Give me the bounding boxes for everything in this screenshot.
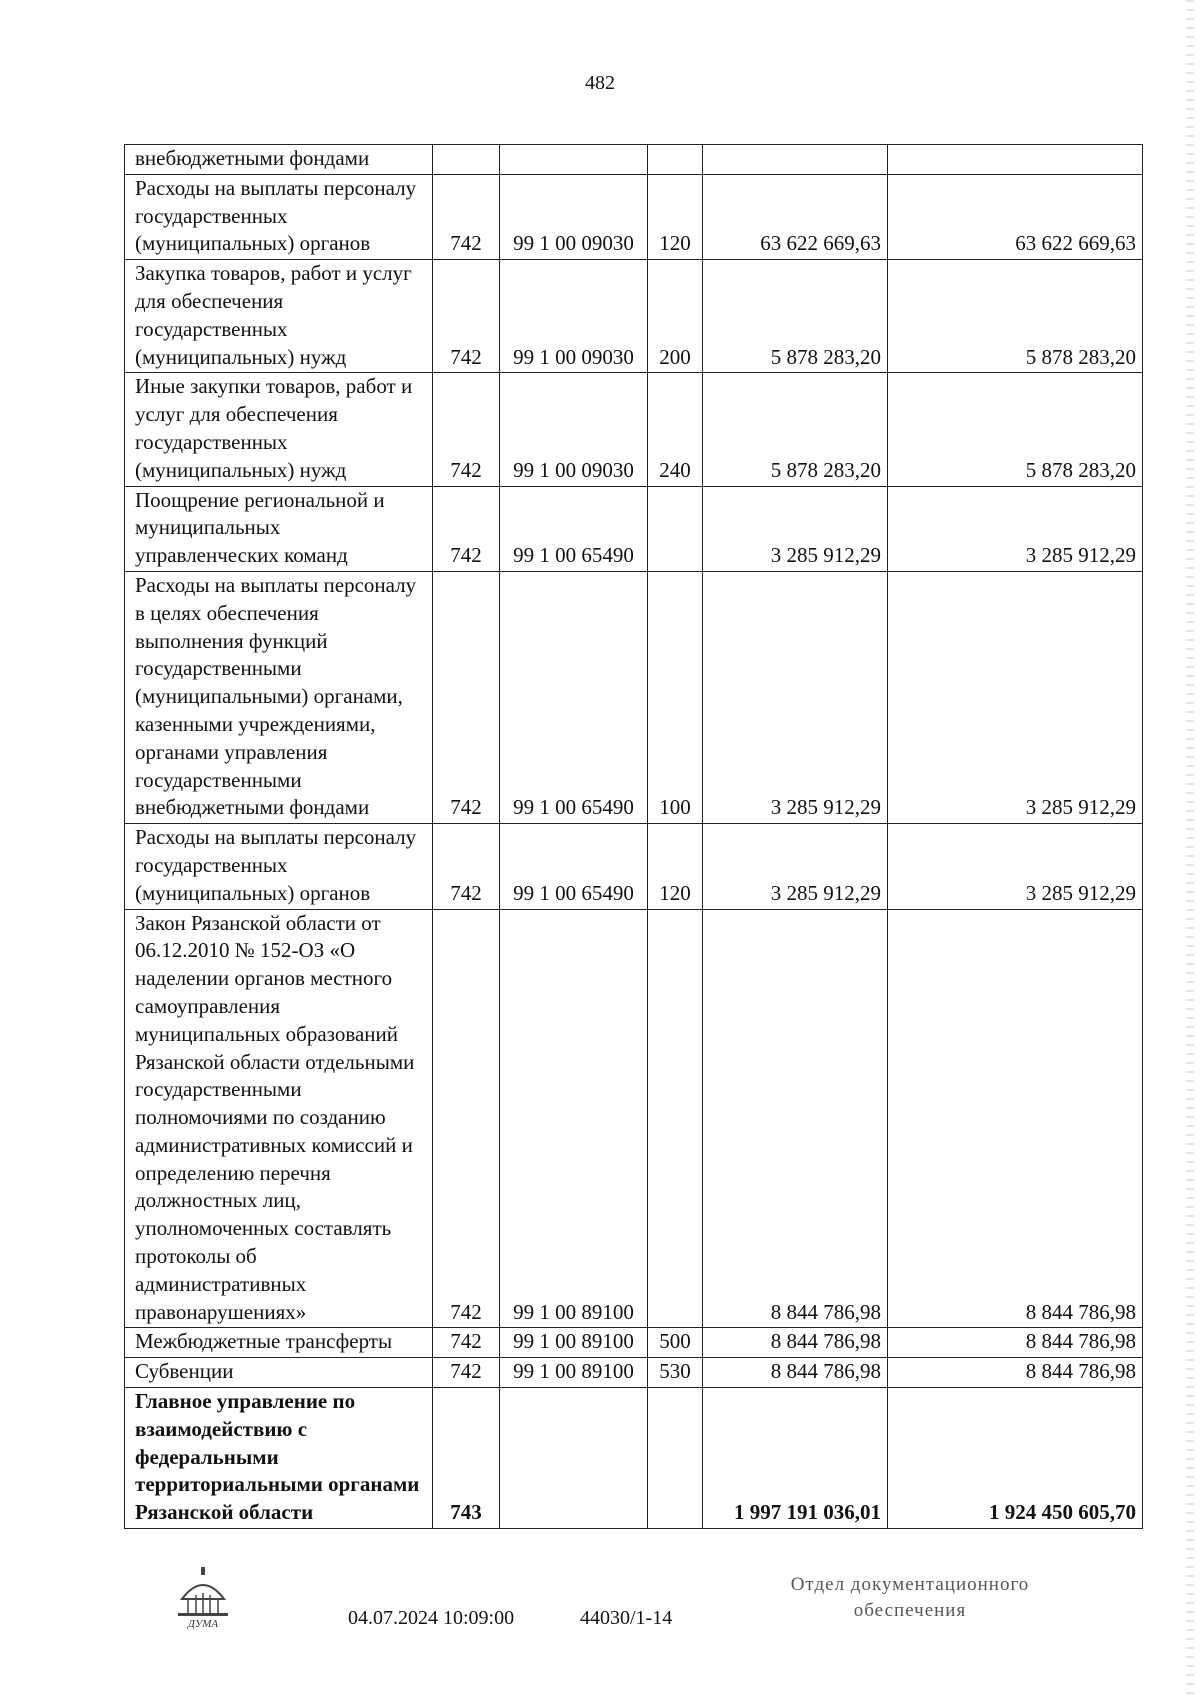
row-ved: 743 [433,1388,500,1529]
row-name: Расходы на выплаты персоналу государственных (муниципальных) органов [125,174,433,259]
row-sum-year2: 5 878 283,20 [888,260,1143,373]
row-name: Главное управление по взаимодействию с федеральными территориальными органами Рязанской области [125,1388,433,1529]
row-vr: 120 [648,824,703,909]
row-sum-year1: 8 844 786,98 [703,1358,888,1388]
row-sum-year2: 5 878 283,20 [888,373,1143,486]
department-stamp [760,1572,1060,1624]
table-row [125,145,1143,175]
row-vr: 200 [648,260,703,373]
row-sum-year2 [888,145,1143,175]
table-row [125,1328,1143,1358]
row-sum-year2: 8 844 786,98 [888,1358,1143,1388]
row-ved: 742 [433,571,500,823]
row-sum-year1: 8 844 786,98 [703,1328,888,1358]
row-name: Расходы на выплаты персоналу в целях обеспечения выполнения функций государственными (муниципальными) органами, казенными учреждениями, органами управления государственными внебюджетными фондами [125,571,433,823]
row-csr: 99 1 00 65490 [500,824,648,909]
table-row [125,174,1143,259]
row-csr: 99 1 00 89100 [500,1328,648,1358]
row-sum-year1: 1 997 191 036,01 [703,1388,888,1529]
table-row [125,571,1143,823]
row-name: Расходы на выплаты персоналу государственных (муниципальных) органов [125,824,433,909]
logo-text: ДУМА [187,1618,219,1630]
row-csr: 99 1 00 09030 [500,260,648,373]
row-vr: 100 [648,571,703,823]
row-sum-year1: 8 844 786,98 [703,909,888,1328]
row-ved: 742 [433,824,500,909]
row-sum-year1: 3 285 912,29 [703,824,888,909]
row-vr [648,909,703,1328]
row-sum-year1: 3 285 912,29 [703,486,888,571]
row-vr [648,1388,703,1529]
table-row [125,909,1143,1328]
row-ved: 742 [433,260,500,373]
row-sum-year1 [703,145,888,175]
table-row [125,1358,1143,1388]
page-number: 482 [585,72,615,94]
row-vr [648,145,703,175]
row-sum-year2: 3 285 912,29 [888,824,1143,909]
table-row [125,486,1143,571]
row-csr: 99 1 00 09030 [500,174,648,259]
duma-logo-icon [174,1565,232,1631]
row-name: Закон Рязанской области от 06.12.2010 № 152-ОЗ «О наделении органов местного самоуправления муниципальных образований Рязанской области отдельными государственными полномочиями по созданию административных комиссий и определению перечня должностных лиц, уполномоченных составлять протоколы об административных правонарушениях» [125,909,433,1328]
registration-date: 04.07.2024 10:09:00 [348,1607,515,1629]
row-name: Закупка товаров, работ и услуг для обеспечения государственных (муниципальных) нужд [125,260,433,373]
row-sum-year2: 8 844 786,98 [888,1328,1143,1358]
row-csr: 99 1 00 65490 [500,571,648,823]
row-sum-year2: 3 285 912,29 [888,571,1143,823]
row-csr: 99 1 00 65490 [500,486,648,571]
row-sum-year2: 1 924 450 605,70 [888,1388,1143,1529]
row-csr [500,145,648,175]
row-ved: 742 [433,909,500,1328]
table-row [125,824,1143,909]
row-csr: 99 1 00 89100 [500,909,648,1328]
row-sum-year1: 5 878 283,20 [703,260,888,373]
row-ved: 742 [433,1358,500,1388]
table-row [125,373,1143,486]
row-sum-year2: 3 285 912,29 [888,486,1143,571]
row-ved: 742 [433,174,500,259]
department-line-1: Отдел документационного [790,1574,1030,1595]
registration-number: 44030/1-14 [580,1607,673,1629]
row-sum-year1: 5 878 283,20 [703,373,888,486]
row-ved: 742 [433,373,500,486]
row-name: внебюджетными фондами [125,145,433,175]
row-sum-year1: 63 622 669,63 [703,174,888,259]
row-vr: 120 [648,174,703,259]
row-vr: 240 [648,373,703,486]
row-sum-year1: 3 285 912,29 [703,571,888,823]
row-csr [500,1388,648,1529]
row-vr [648,486,703,571]
row-csr: 99 1 00 89100 [500,1358,648,1388]
scan-edge-artifact [1186,0,1194,1695]
row-ved: 742 [433,486,500,571]
row-vr: 500 [648,1328,703,1358]
department-line-2: обеспечения [853,1600,967,1621]
row-sum-year2: 63 622 669,63 [888,174,1143,259]
row-name: Субвенции [125,1358,433,1388]
row-sum-year2: 8 844 786,98 [888,909,1143,1328]
row-name: Иные закупки товаров, работ и услуг для обеспечения государственных (муниципальных) нужд [125,373,433,486]
table-row [125,260,1143,373]
row-name: Межбюджетные трансферты [125,1328,433,1358]
table-row-total [125,1388,1143,1529]
row-vr: 530 [648,1358,703,1388]
budget-table [124,144,1143,1529]
row-ved: 742 [433,1328,500,1358]
row-csr: 99 1 00 09030 [500,373,648,486]
row-name: Поощрение региональной и муниципальных управленческих команд [125,486,433,571]
row-ved [433,145,500,175]
